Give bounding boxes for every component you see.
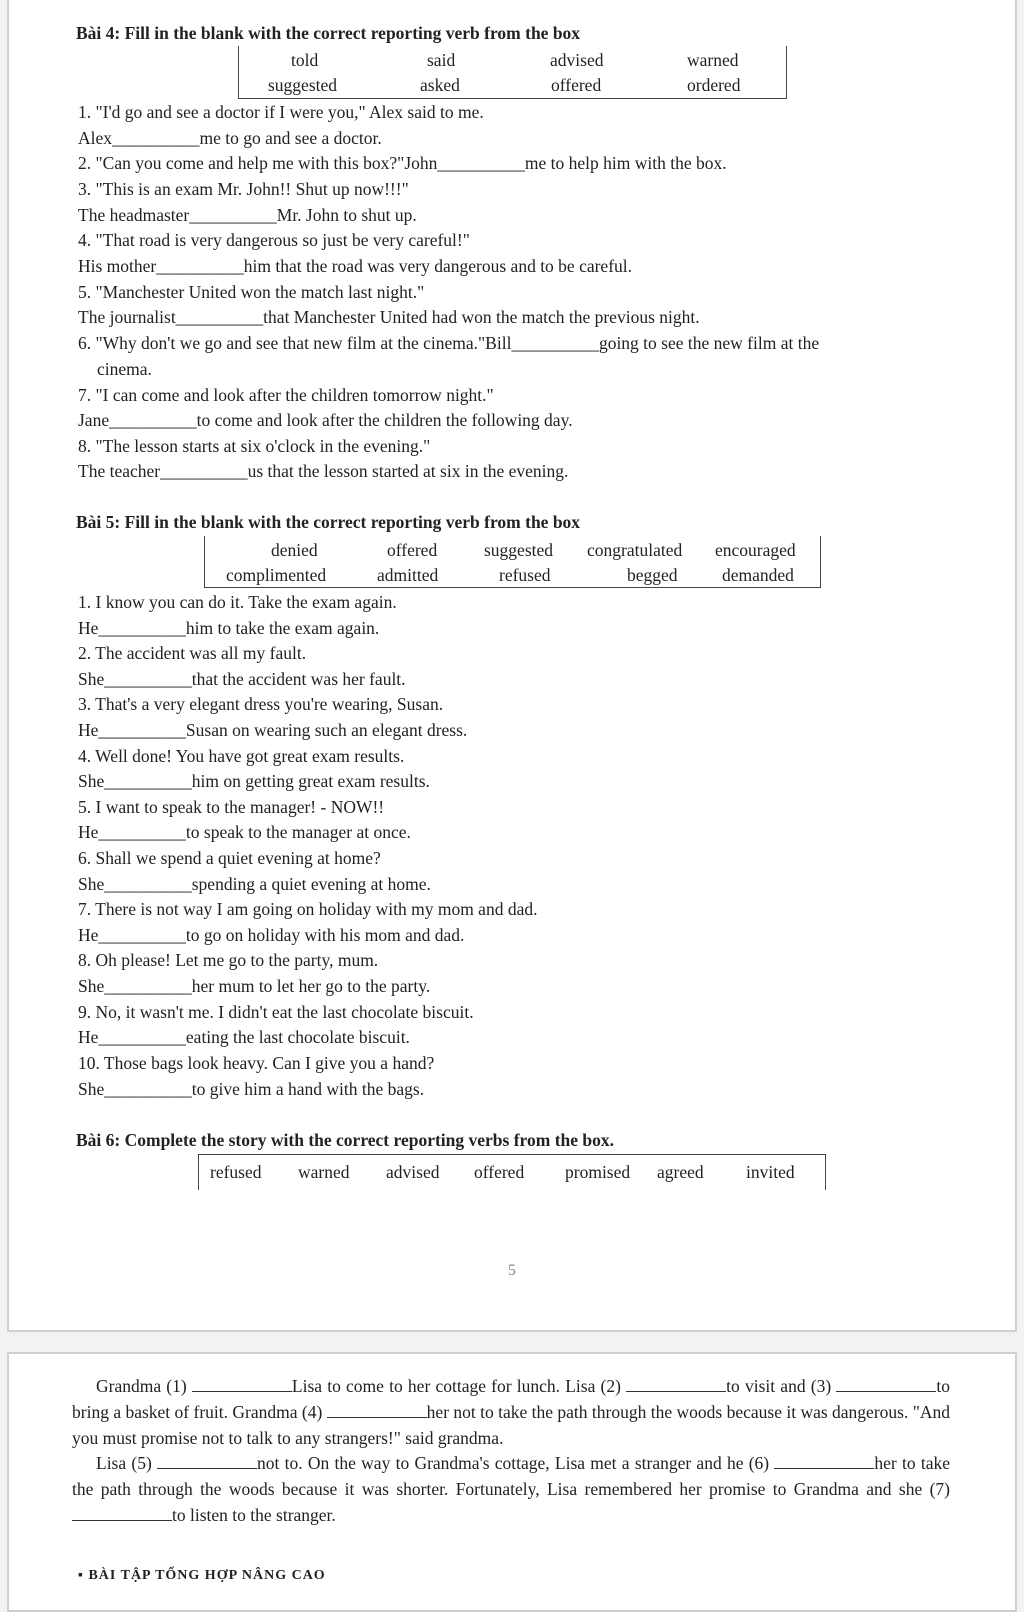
bai5-line: He__________him to take the exam again. — [78, 618, 380, 638]
bai4-line: The headmaster__________Mr. John to shut up. — [78, 205, 417, 225]
word-said: said — [427, 50, 456, 70]
blank-6[interactable] — [774, 1467, 874, 1469]
word-offered: offered — [551, 75, 602, 95]
bai5-line: She__________to give him a hand with the bags. — [78, 1079, 425, 1099]
word-warned: warned — [298, 1162, 350, 1182]
bai4-line: 1. "I'd go and see a doctor if I were you," Alex said to me. — [78, 102, 484, 122]
bai4-line: 5. "Manchester United won the match last night." — [78, 282, 425, 302]
word-denied: denied — [271, 540, 318, 560]
story-part: to listen to the stranger. — [172, 1504, 336, 1525]
blank-1[interactable] — [192, 1390, 292, 1392]
blank-2[interactable] — [626, 1390, 726, 1392]
blank-3[interactable] — [836, 1390, 936, 1392]
bai5-line: He__________to go on holiday with his mom and dad. — [78, 925, 465, 945]
blank-7[interactable] — [72, 1519, 172, 1521]
bai4-line: Alex__________me to go and see a doctor. — [78, 128, 382, 148]
word-admitted: admitted — [377, 565, 439, 585]
bai4-line: 4. "That road is very dangerous so just be very careful!" — [78, 230, 470, 250]
bai5-line: She__________spending a quiet evening at home. — [78, 874, 431, 894]
bai5-line: 3. That's a very elegant dress you're wearing, Susan. — [78, 694, 444, 714]
bai5-line: 5. I want to speak to the manager! - NOW!! — [78, 797, 385, 817]
word-begged: begged — [627, 565, 678, 585]
bai5-line: 1. I know you can do it. Take the exam again. — [78, 592, 397, 612]
word-encouraged: encouraged — [715, 540, 796, 560]
word-invited: invited — [746, 1162, 795, 1182]
word-promised: promised — [565, 1162, 631, 1182]
story-part: her not to take the path through the woods because it was dangerous. "And you must promise not to talk to any strangers!" said grandma. — [72, 1401, 950, 1448]
bai4-line: 8. "The lesson starts at six o'clock in the evening." — [78, 436, 431, 456]
bai5-line: 8. Oh please! Let me go to the party, mum. — [78, 950, 379, 970]
section-footer-heading: ▪ BÀI TẬP TỔNG HỢP NÂNG CAO — [78, 1568, 326, 1583]
bai4-line: 6. "Why don't we go and see that new film at the cinema."Bill__________going to see the new film at the — [78, 333, 820, 353]
bai5-line: 7. There is not way I am going on holiday with my mom and dad. — [78, 899, 538, 919]
bai5-line: He__________Susan on wearing such an elegant dress. — [78, 720, 468, 740]
story-part: Lisa to come to her cottage for lunch. Lisa (2) — [291, 1376, 627, 1396]
word-refused: refused — [499, 565, 551, 585]
story-text — [72, 1374, 950, 1529]
word-warned: warned — [687, 50, 739, 70]
page-number: 5 — [508, 1262, 516, 1279]
blank-5[interactable] — [157, 1467, 257, 1469]
bai6-word-box — [198, 1154, 826, 1190]
bai4-line: The teacher__________us that the lesson started at six in the evening. — [78, 461, 569, 481]
word-suggested: suggested — [268, 75, 338, 95]
bai5-line: 2. The accident was all my fault. — [78, 643, 307, 663]
bai5-line: She__________that the accident was her fault. — [78, 669, 406, 689]
story-paragraph-2 — [72, 1451, 950, 1528]
word-agreed: agreed — [657, 1162, 704, 1182]
story-part: her to take the path through the woods because it was shorter. Fortunately, Lisa remembered her promise to Grandma and she (7) — [72, 1453, 950, 1500]
word-refused: refused — [210, 1162, 262, 1182]
word-told: told — [291, 50, 319, 70]
bai4-line: Jane__________to come and look after the children the following day. — [78, 410, 573, 430]
word-demanded: demanded — [722, 565, 794, 585]
word-suggested: suggested — [484, 540, 554, 560]
word-offered: offered — [387, 540, 438, 560]
word-ordered: ordered — [687, 75, 741, 95]
word-advised: advised — [386, 1162, 440, 1182]
bai5-line: She__________him on getting great exam results. — [78, 771, 430, 791]
bai5-line: 9. No, it wasn't me. I didn't eat the last chocolate biscuit. — [78, 1002, 474, 1022]
story-part: to bring a basket of fruit. Grandma (4) — [72, 1376, 950, 1422]
bai4-line: 3. "This is an exam Mr. John!! Shut up now!!!" — [78, 179, 409, 199]
story-part: Lisa (5) — [96, 1453, 158, 1474]
bai6-heading: Bài 6: Complete the story with the correct reporting verbs from the box. — [76, 1130, 615, 1150]
bai4-line: His mother__________him that the road was very dangerous and to be careful. — [78, 256, 633, 276]
bai4-line: 7. "I can come and look after the children tomorrow night." — [78, 385, 494, 405]
word-complimented: complimented — [226, 565, 327, 585]
story-part: to visit and (3) — [726, 1376, 837, 1396]
bai5-line: 4. Well done! You have got great exam results. — [78, 746, 405, 766]
bai4-line: cinema. — [97, 359, 152, 379]
story-part: not to. On the way to Grandma's cottage, Lisa met a stranger and he (6) — [257, 1453, 775, 1474]
story-paragraph-1 — [72, 1374, 950, 1451]
bai5-heading: Bài 5: Fill in the blank with the correct reporting verb from the box — [76, 512, 581, 532]
blank-4[interactable] — [327, 1416, 427, 1418]
word-offered: offered — [474, 1162, 525, 1182]
bai5-line: 10. Those bags look heavy. Can I give you a hand? — [78, 1053, 435, 1073]
story-part: Grandma (1) — [96, 1376, 192, 1396]
bai5-line: He__________eating the last chocolate biscuit. — [78, 1027, 410, 1047]
bai5-line: She__________her mum to let her go to the party. — [78, 976, 431, 996]
bai5-line: He__________to speak to the manager at once. — [78, 822, 411, 842]
bai5-word-box — [204, 536, 821, 588]
bai4-line: 2. "Can you come and help me with this box?"John__________me to help him with the box. — [78, 153, 727, 173]
word-congratulated: congratulated — [587, 540, 683, 560]
bai4-heading: Bài 4: Fill in the blank with the correct reporting verb from the box — [76, 23, 581, 43]
word-advised: advised — [550, 50, 604, 70]
bai4-word-box — [238, 46, 787, 99]
bai4-line: The journalist__________that Manchester United had won the match the previous night. — [78, 307, 700, 327]
bai5-line: 6. Shall we spend a quiet evening at home? — [78, 848, 381, 868]
word-asked: asked — [420, 75, 460, 95]
